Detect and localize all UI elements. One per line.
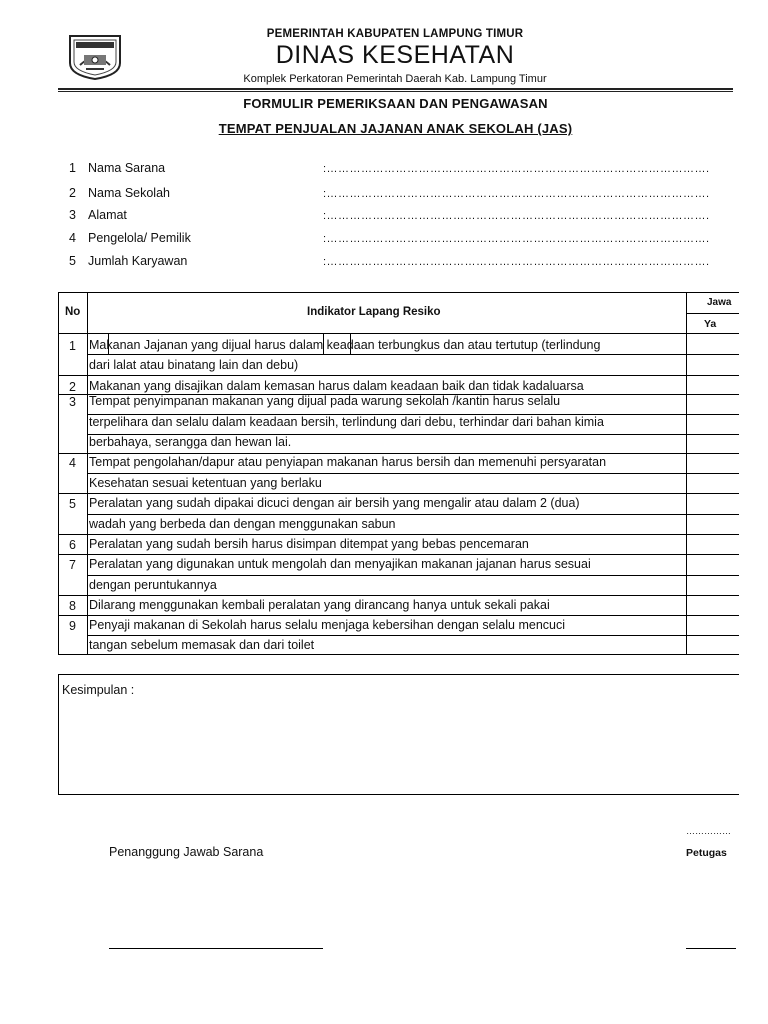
- indicator-text: Tempat pengolahan/dapur atau penyiapan makanan harus bersih dan memenuhi persyaratan: [89, 455, 607, 469]
- indicator-text: Makanan Jajanan yang dijual harus dalam keadaan terbungkus dan atau tertutup (terlindung: [89, 338, 601, 352]
- field-number: 2: [69, 186, 76, 200]
- header-answer: Jawa: [707, 297, 732, 308]
- letterhead-rule: [58, 88, 733, 90]
- col-divider: [686, 293, 687, 655]
- row-number: 9: [69, 619, 76, 633]
- field-label: Nama Sarana: [88, 161, 166, 175]
- indicator-text: dari lalat atau binatang lain dan debu): [89, 358, 299, 372]
- line-divider: [87, 635, 739, 636]
- indicator-text: Peralatan yang sudah dipakai dicuci dengan air bersih yang mengalir atau dalam 2 (dua): [89, 496, 580, 510]
- row-number: 2: [69, 380, 76, 394]
- field-blank[interactable]: :……………………………………………………………………………………….: [323, 188, 710, 200]
- field-blank[interactable]: :……………………………………………………………………………………….: [323, 163, 710, 175]
- row-number: 4: [69, 456, 76, 470]
- row-divider: [59, 615, 739, 616]
- indicator-text: dengan peruntukannya: [89, 578, 217, 592]
- field-label: Pengelola/ Pemilik: [88, 231, 191, 245]
- row-number: 3: [69, 395, 76, 409]
- header-indicator: Indikator Lapang Resiko: [307, 306, 441, 318]
- line-divider: [87, 473, 739, 474]
- indicator-text: Tempat penyimpanan makanan yang dijual pada warung sekolah /kantin harus selalu: [89, 394, 561, 408]
- row-divider: [59, 534, 739, 535]
- field-alamat[interactable]: [58, 208, 738, 226]
- line-divider: [87, 575, 739, 576]
- field-blank[interactable]: :……………………………………………………………………………………….: [323, 256, 710, 268]
- field-number: 3: [69, 208, 76, 222]
- officer-name-blank: ……………: [686, 826, 731, 836]
- line-divider: [87, 514, 739, 515]
- signature-line-left: [109, 948, 323, 949]
- field-nama-sekolah[interactable]: [58, 186, 738, 204]
- table-bottom: [59, 654, 739, 655]
- conclusion-label: Kesimpulan :: [62, 683, 135, 697]
- line-divider: [87, 354, 739, 355]
- form-title: FORMULIR PEMERIKSAAN DAN PENGAWASAN: [243, 96, 548, 111]
- indicator-text: Kesehatan sesuai ketentuan yang berlaku: [89, 476, 322, 490]
- signature-line-right: [686, 948, 736, 949]
- field-blank[interactable]: :……………………………………………………………………………………….: [323, 210, 710, 222]
- field-nama-sarana[interactable]: [58, 161, 738, 179]
- row-number: 1: [69, 339, 76, 353]
- officer-label: Petugas: [686, 847, 727, 859]
- field-number: 1: [69, 161, 76, 175]
- indicator-text: tangan sebelum memasak dan dari toilet: [89, 638, 315, 652]
- department-name: DINAS KESEHATAN: [275, 41, 515, 69]
- col-divider: [87, 293, 88, 655]
- indicator-text: berbahaya, serangga dan hewan lai.: [89, 435, 292, 449]
- row-number: 5: [69, 497, 76, 511]
- field-label: Nama Sekolah: [88, 186, 170, 200]
- field-blank[interactable]: :……………………………………………………………………………………….: [323, 233, 710, 245]
- indicator-text: terpelihara dan selalu dalam keadaan bersih, terlindung dari debu, terhindar dari bahan kimia: [89, 415, 604, 429]
- field-number: 4: [69, 231, 76, 245]
- letterhead-rule-thin: [58, 91, 733, 92]
- conclusion-box[interactable]: [58, 674, 739, 795]
- responsible-party-label: Penanggung Jawab Sarana: [109, 845, 264, 859]
- header-no: No: [65, 306, 81, 318]
- field-label: Alamat: [88, 208, 127, 222]
- row-divider: [59, 554, 739, 555]
- indicator-text: Penyaji makanan di Sekolah harus selalu menjaga kebersihan dengan selalu mencuci: [89, 618, 565, 632]
- header-yes: Ya: [704, 318, 717, 330]
- field-label: Jumlah Karyawan: [88, 254, 188, 268]
- row-number: 6: [69, 538, 76, 552]
- form-subtitle: TEMPAT PENJUALAN JAJANAN ANAK SEKOLAH (JAS): [218, 121, 573, 136]
- regency-crest-logo: [66, 33, 124, 81]
- row-number: 7: [69, 558, 76, 572]
- indicator-text: wadah yang berbeda dan dengan menggunakan sabun: [89, 517, 396, 531]
- risk-indicator-table: [58, 292, 739, 655]
- agency-line: PEMERINTAH KABUPATEN LAMPUNG TIMUR: [266, 28, 524, 40]
- row-divider: [59, 333, 739, 334]
- row-number: 8: [69, 599, 76, 613]
- office-address: Komplek Perkatoran Pemerintah Daerah Kab. Lampung Timur: [243, 73, 547, 85]
- field-pengelola[interactable]: [58, 231, 738, 249]
- indicator-text: Peralatan yang digunakan untuk mengolah dan menyajikan makanan jajanan harus sesuai: [89, 557, 591, 571]
- row-divider: [59, 493, 739, 494]
- answer-subheader-divider: [686, 313, 739, 314]
- indicator-text: Makanan yang disajikan dalam kemasan harus dalam keadaan baik dan tidak kadaluarsa: [89, 379, 584, 393]
- field-jumlah-karyawan[interactable]: [58, 254, 738, 272]
- row-divider: [59, 375, 739, 376]
- field-number: 5: [69, 254, 76, 268]
- indicator-text: Dilarang menggunakan kembali peralatan yang dirancang hanya untuk sekali pakai: [89, 598, 550, 612]
- indicator-text: Peralatan yang sudah bersih harus disimpan ditempat yang bebas pencemaran: [89, 537, 529, 551]
- row-divider: [59, 453, 739, 454]
- row-divider: [59, 595, 739, 596]
